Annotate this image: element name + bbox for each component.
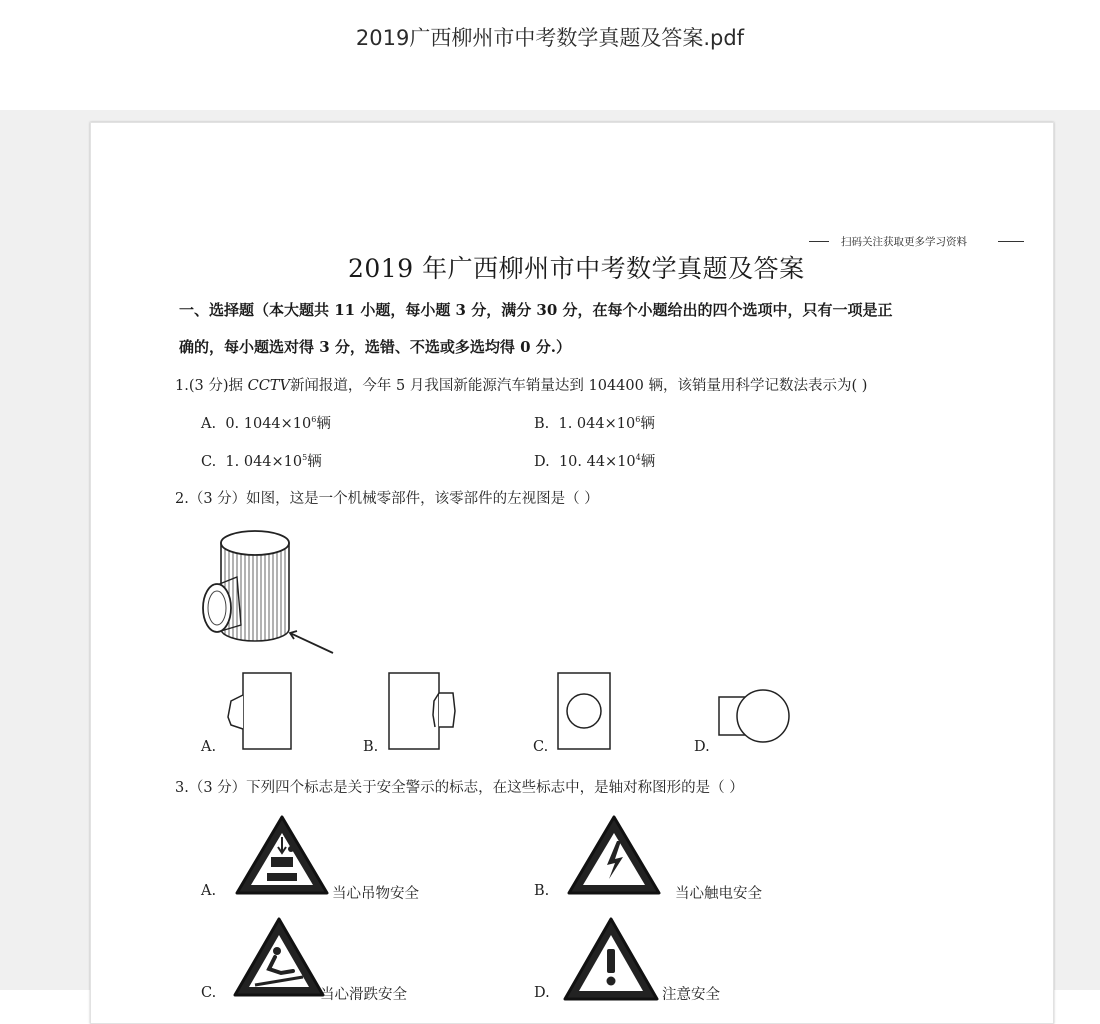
q1-option-a: A. 0. $1044\times 10^6$辆 xyxy=(201,415,331,432)
document-header xyxy=(0,0,1100,110)
q2-option-b-shape xyxy=(387,671,467,751)
q3-option-d-caption: 注意安全 xyxy=(662,987,720,1003)
question-2: 2.（3 分）如图，这是一个机械零部件，该零部件的左视图是（ ） xyxy=(175,491,599,507)
q3-option-a-caption: 当心吊物安全 xyxy=(332,886,419,902)
q2-option-b-label: B. xyxy=(363,739,379,755)
question-1-italic: CCTV xyxy=(247,378,290,394)
q3-option-b-caption: 当心触电安全 xyxy=(675,886,762,902)
q3-option-d-label: D. xyxy=(534,985,550,1001)
file-title: 2019广西柳州市中考数学真题及答案.pdf xyxy=(355,26,745,50)
q3-option-b-label: B. xyxy=(534,883,550,899)
warning-sign-hanging-load-icon xyxy=(233,813,331,899)
q2-option-d-shape xyxy=(715,689,795,749)
q2-option-a-label: A. xyxy=(201,739,217,755)
watermark-text: 扫码关注获取更多学习资料 xyxy=(841,236,967,248)
watermark-rule-right xyxy=(998,241,1024,242)
question-1 xyxy=(175,374,867,395)
warning-sign-electric-shock-icon xyxy=(565,813,663,899)
q2-option-a-shape xyxy=(223,671,303,751)
watermark-rule-left xyxy=(809,241,829,242)
pdf-page xyxy=(90,122,1054,1024)
q3-option-c-label: C. xyxy=(201,985,217,1001)
warning-sign-slip-icon xyxy=(231,915,327,1001)
q1-option-b: B. 1. $044\times 10^6$辆 xyxy=(534,415,655,432)
q2-option-c-label: C. xyxy=(533,739,549,755)
q1-option-d: D. 10. $44\times 10^4$辆 xyxy=(534,453,656,470)
section-heading-line2: 确的，每小题选对得 3 分，选错、不选或多选均得 0 分.） xyxy=(179,338,571,356)
q2-option-c-shape xyxy=(556,671,616,751)
q1-option-c: C. 1. $044\times 10^5$辆 xyxy=(201,453,322,470)
question-1-rest: 新闻报道，今年 5 月我国新能源汽车销量达到 104400 辆，该销量用科学记数法表示为( ) xyxy=(289,378,868,394)
warning-sign-caution-icon xyxy=(561,915,661,1005)
q3-option-c-caption: 当心滑跌安全 xyxy=(320,987,407,1003)
document-title: 2019 年广西柳州市中考数学真题及答案 xyxy=(348,254,805,283)
section-heading-line1: 一、选择题（本大题共 11 小题，每小题 3 分，满分 30 分，在每个小题给出的四个选项中，只有一项是正 xyxy=(179,301,893,319)
question-1-prefix: 1.(3 分)据 xyxy=(175,378,248,394)
pdf-viewer[interactable] xyxy=(0,110,1100,1003)
mechanical-part-figure xyxy=(191,521,341,661)
q2-option-d-label: D. xyxy=(694,739,710,755)
q3-option-a-label: A. xyxy=(201,883,217,899)
question-3: 3.（3 分）下列四个标志是关于安全警示的标志，在这些标志中，是轴对称图形的是（ ） xyxy=(175,780,744,796)
